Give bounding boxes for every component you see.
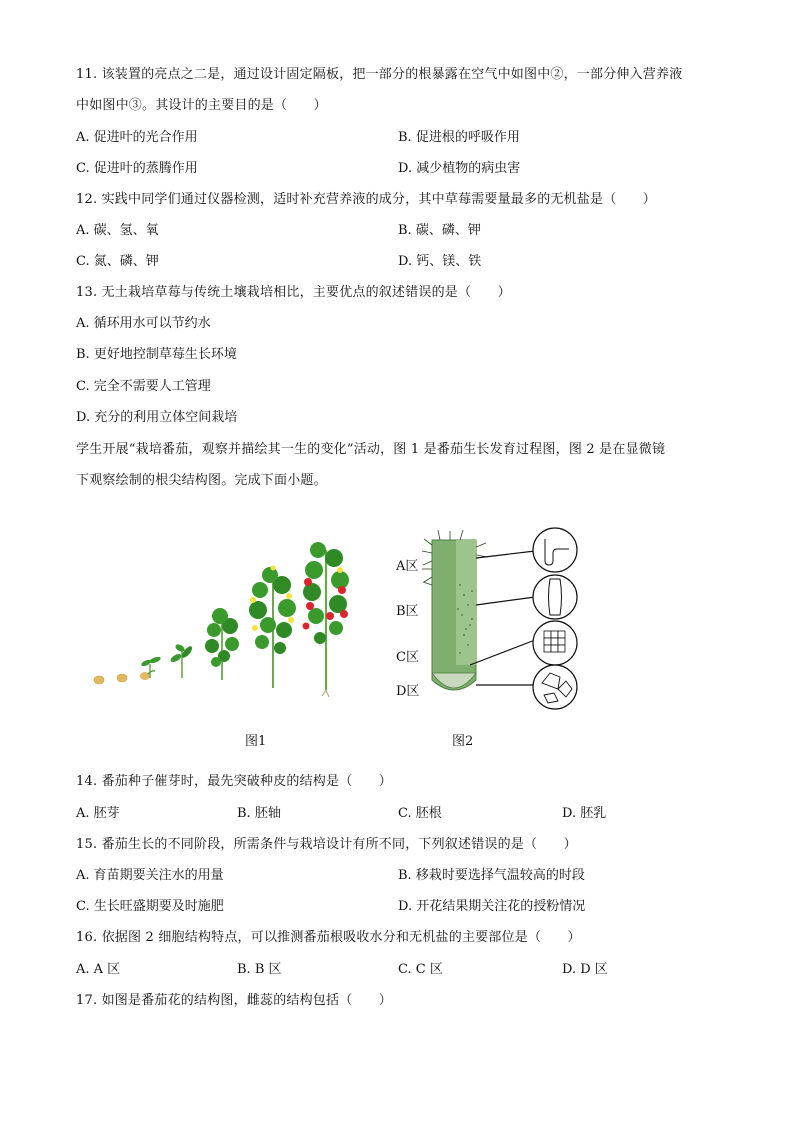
intro-line2: 下观察绘制的根尖结构图。完成下面小题。	[76, 473, 327, 488]
q12-option-a[interactable]: A. 碳、氢、氧	[76, 223, 159, 238]
zone-label-c: C区	[396, 650, 419, 665]
q14-option-d[interactable]: D. 胚乳	[562, 806, 607, 821]
figure-2-caption: 图2	[452, 734, 474, 749]
figure-2-root-tip	[420, 525, 590, 715]
zone-label-b: B区	[396, 604, 419, 619]
q11-stem-line2: 中如图中③。其设计的主要目的是（ ）	[76, 98, 327, 113]
q17-stem: 17. 如图是番茄花的结构图，雌蕊的结构包括（ ）	[76, 993, 393, 1008]
q16-stem: 16. 依据图 2 细胞结构特点，可以推测番茄根吸收水分和无机盐的主要部位是（ ）	[76, 930, 581, 945]
q14-stem: 14. 番茄种子催芽时，最先突破种皮的结构是（ ）	[76, 774, 393, 789]
q16-option-d[interactable]: D. D 区	[562, 962, 608, 977]
q11-stem-line1: 11. 该装置的亮点之二是，通过设计固定隔板，把一部分的根暴露在空气中如图中②，一部分伸入营养液	[76, 67, 683, 82]
q13-option-a[interactable]: A. 循环用水可以节约水	[76, 316, 211, 331]
q15-option-a[interactable]: A. 育苗期要关注水的用量	[76, 868, 224, 883]
q14-option-c[interactable]: C. 胚根	[398, 806, 442, 821]
cell-d-root-cap	[533, 665, 577, 709]
q12-stem: 12. 实践中同学们通过仪器检测，适时补充营养液的成分，其中草莓需要量最多的无机盐是（ ）	[76, 192, 657, 207]
q12-option-b[interactable]: B. 碳、磷、钾	[398, 223, 481, 238]
q15-option-c[interactable]: C. 生长旺盛期要及时施肥	[76, 899, 224, 914]
q15-stem: 15. 番茄生长的不同阶段，所需条件与栽培设计有所不同，下列叙述错误的是（ ）	[76, 837, 577, 852]
seed-2	[117, 674, 127, 682]
q13-option-b[interactable]: B. 更好地控制草莓生长环境	[76, 347, 237, 362]
q12-option-d[interactable]: D. 钙、镁、铁	[398, 254, 482, 269]
root-cap	[432, 673, 476, 688]
q14-option-a[interactable]: A. 胚芽	[76, 806, 120, 821]
zone-label-d: D区	[396, 684, 420, 699]
q15-option-d[interactable]: D. 开花结果期关注花的授粉情况	[398, 899, 586, 914]
plant-stage-5-fruiting	[303, 542, 350, 697]
q11-option-d[interactable]: D. 减少植物的病虫害	[398, 161, 521, 176]
seed-1	[94, 676, 104, 684]
zone-label-a: A区	[396, 559, 419, 574]
q13-option-d[interactable]: D. 充分的利用立体空间栽培	[76, 410, 238, 425]
cell-b-elongation	[533, 575, 577, 619]
q12-option-c[interactable]: C. 氮、磷、钾	[76, 254, 159, 269]
cell-c-meristem	[533, 621, 577, 665]
q11-option-a[interactable]: A. 促进叶的光合作用	[76, 130, 198, 145]
q16-option-c[interactable]: C. C 区	[398, 962, 443, 977]
plant-stage-3	[205, 608, 239, 680]
q14-option-b[interactable]: B. 胚轴	[237, 806, 281, 821]
q13-stem: 13. 无土栽培草莓与传统土壤栽培相比，主要优点的叙述错误的是（ ）	[76, 285, 511, 300]
figure-1-tomato-growth	[90, 530, 360, 700]
q11-option-c[interactable]: C. 促进叶的蒸腾作用	[76, 161, 198, 176]
q13-option-c[interactable]: C. 完全不需要人工管理	[76, 379, 211, 394]
intro-line1: 学生开展“栽培番茄，观察并描绘其一生的变化”活动，图 1 是番茄生长发育过程图，图 2 是在显微镜	[76, 442, 666, 457]
q16-option-b[interactable]: B. B 区	[237, 962, 282, 977]
q15-option-b[interactable]: B. 移栽时要选择气温较高的时段	[398, 868, 585, 883]
figure-1-caption: 图1	[245, 734, 267, 749]
q16-option-a[interactable]: A. A 区	[76, 962, 121, 977]
q11-option-b[interactable]: B. 促进根的呼吸作用	[398, 130, 520, 145]
plant-stage-4-flowering	[249, 566, 296, 689]
cell-a-root-hair	[533, 528, 577, 572]
